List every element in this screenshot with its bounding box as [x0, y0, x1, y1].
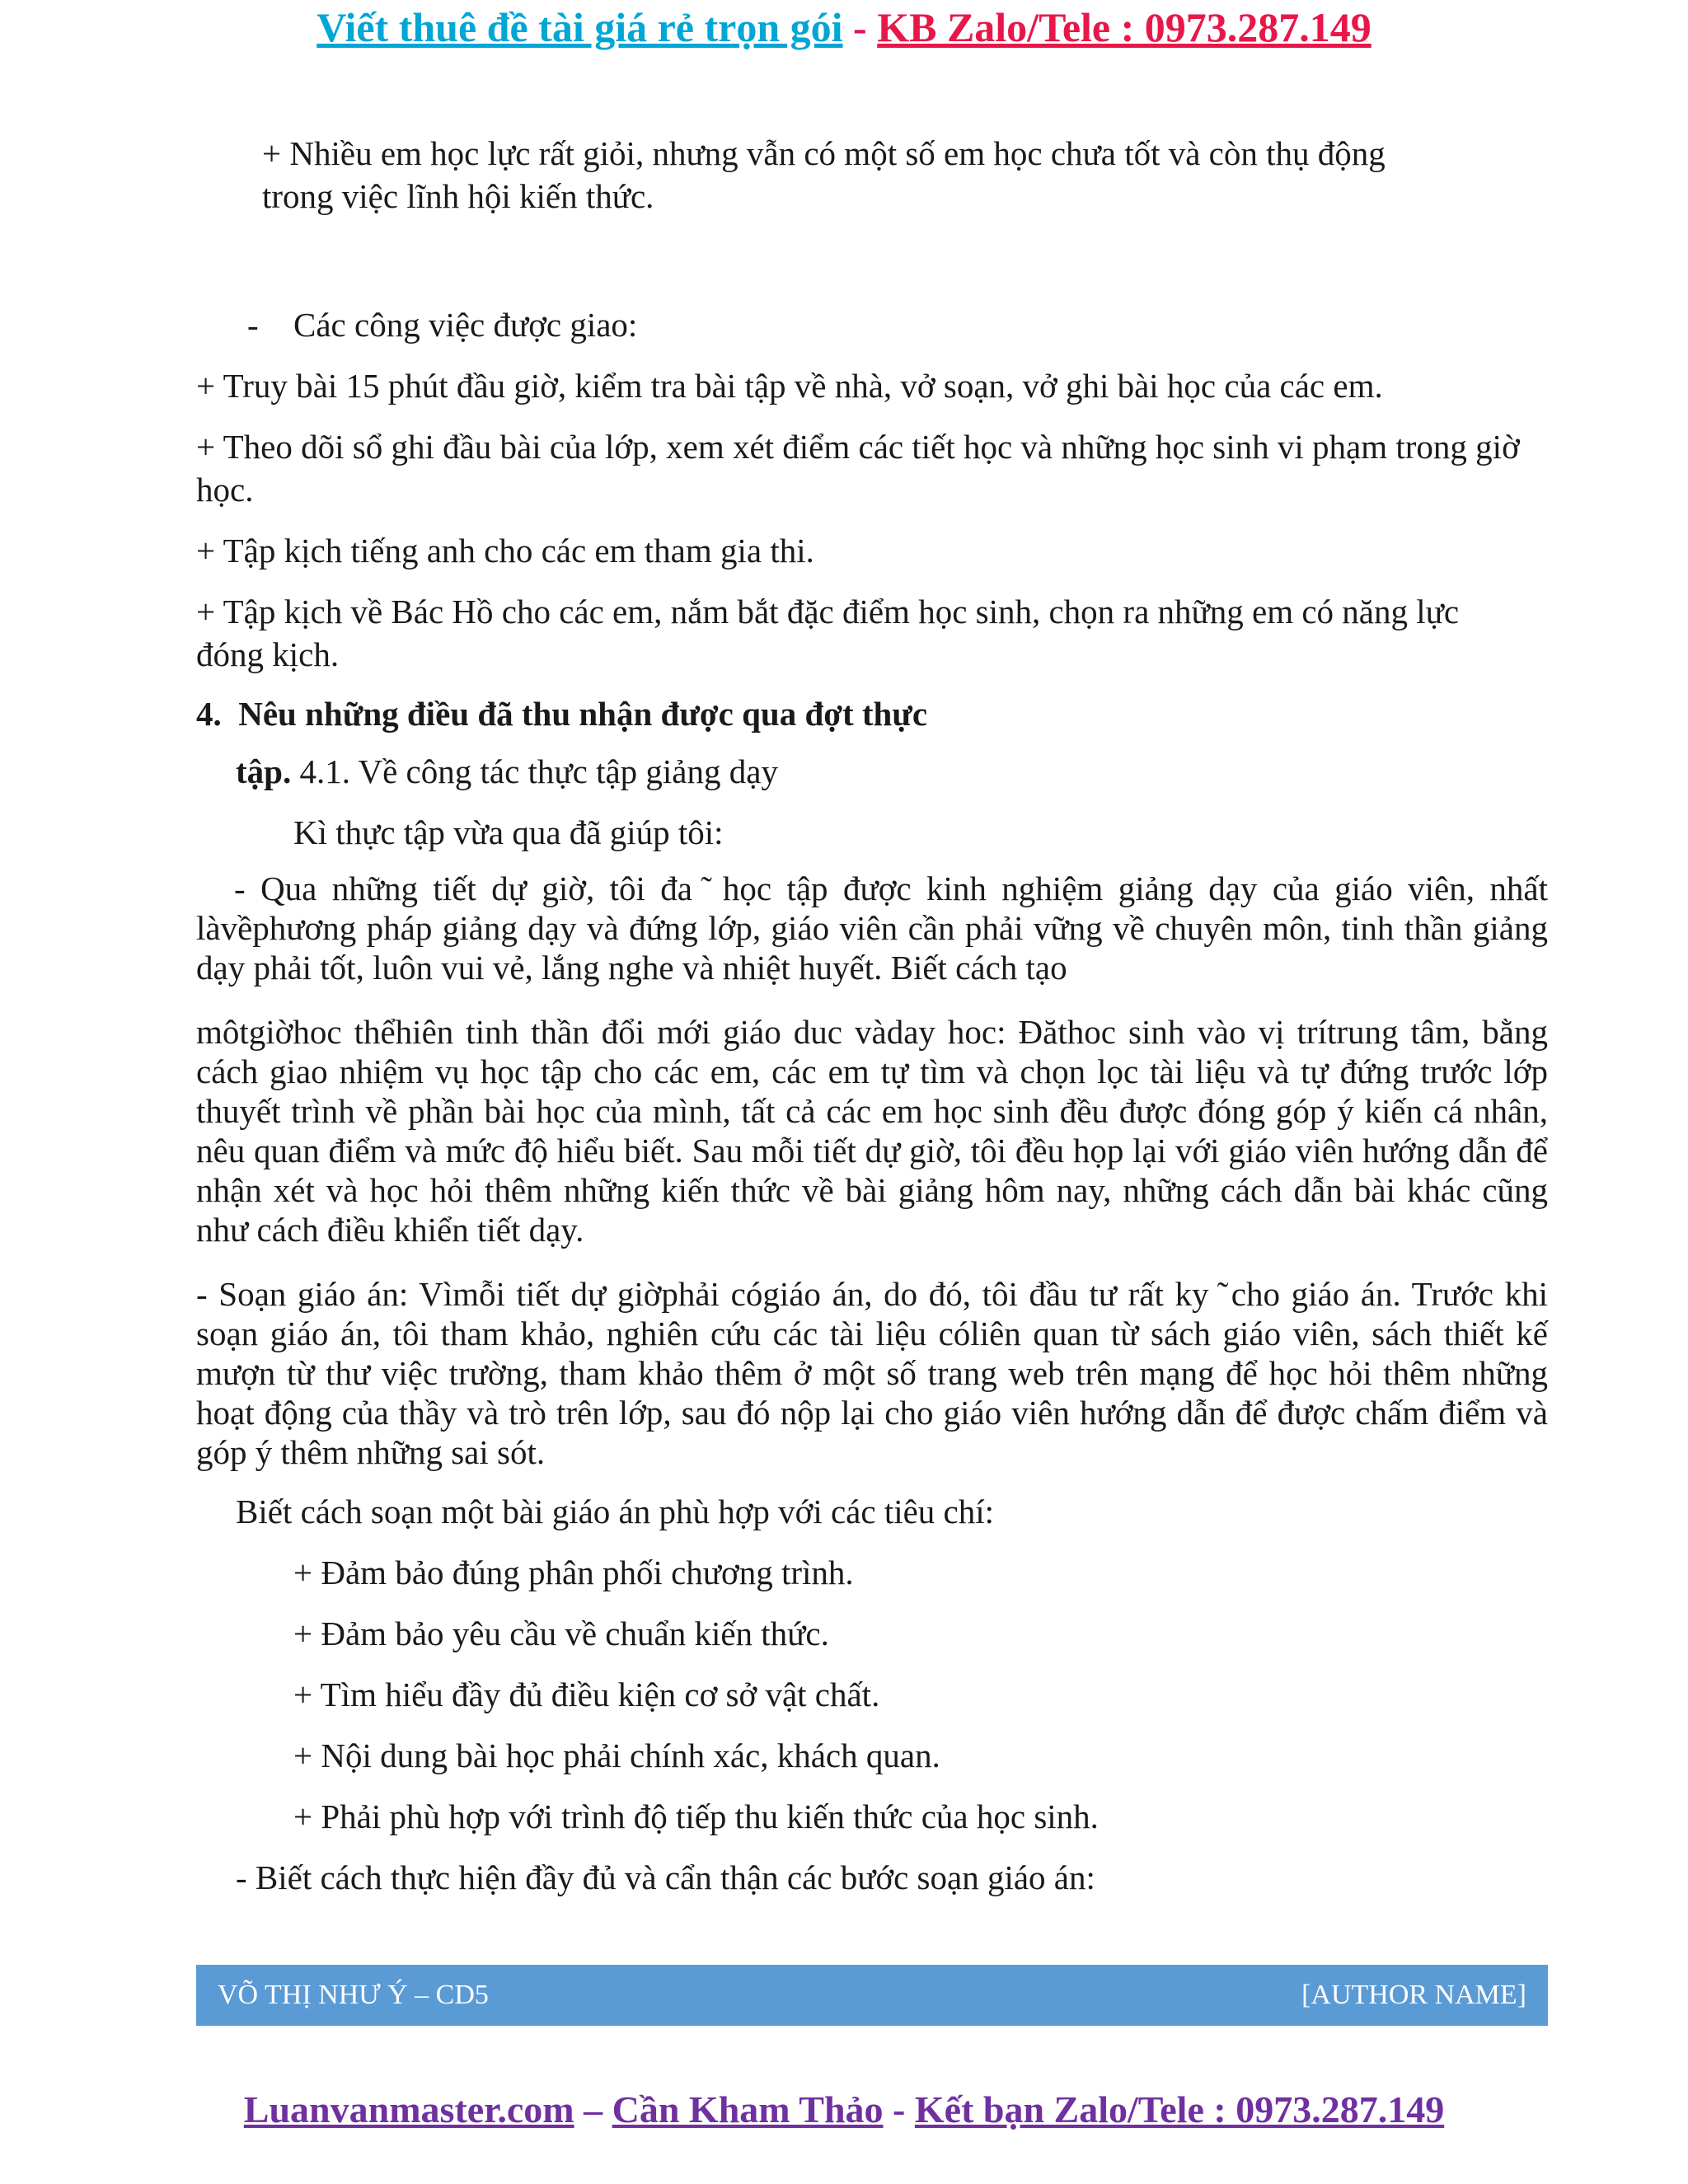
header-contact-link[interactable]: KB Zalo/Tele : 0973.287.149 [877, 4, 1372, 50]
bottom-dash: – [574, 2088, 612, 2130]
section-subheading [236, 750, 1548, 793]
paragraph: Biết cách soạn một bài giáo án phù hợp với các tiêu chí: [236, 1493, 995, 1530]
footer-author: VÕ THỊ NHƯ Ý – CD5 [218, 1980, 489, 2010]
list-item-dash [247, 303, 1548, 346]
criteria-item: + Đảm bảo đúng phân phối chương trình. [293, 1554, 854, 1591]
paragraph: + Theo dõi sổ ghi đầu bài của lớp, xem xét điểm các tiết học và những học sinh vi phạm trong giờ học. [196, 428, 1520, 509]
contact-link[interactable]: Kết bạn Zalo/Tele : 0973.287.149 [914, 2088, 1445, 2130]
header-service-link[interactable]: Viết thuê đề tài giá rẻ trọn gói [316, 4, 843, 50]
document-body [196, 132, 1548, 1899]
paragraph: + Truy bài 15 phút đầu giờ, kiểm tra bài tập về nhà, vở soạn, vở ghi bài học của các em. [196, 367, 1383, 405]
paragraph-text: Các công việc được giao: [293, 306, 638, 344]
author-link[interactable]: Cần Kham Thảo [612, 2088, 884, 2130]
top-banner [0, 2, 1688, 53]
dash-marker: - [247, 306, 259, 344]
footer-author-placeholder: [AUTHOR NAME] [1301, 1980, 1526, 2010]
paragraph: - Qua những tiết dự giờ, tôi đa ̃ học tập được kinh nghiệm giảng dạy của giáo viên, nhất làvềphương pháp giảng dạy và đứng lớp, giáo viên cần phải vững về chuyên môn, tinh thần giảng dạy phải tốt, luôn vui vẻ, lắng nghe và nhiệt huyết. Biết cách tạo [196, 869, 1548, 987]
heading-bold-part: tập. [236, 752, 292, 790]
paragraph: - Biết cách thực hiện đầy đủ và cẩn thận các bước soạn giáo án: [236, 1858, 1095, 1896]
page-footer-bar [196, 1965, 1548, 2026]
site-link[interactable]: Luanvanmaster.com [243, 2088, 574, 2130]
bottom-separator: - [883, 2088, 915, 2130]
paragraph: + Tập kịch về Bác Hồ cho các em, nắm bắt đặc điểm học sinh, chọn ra những em có năng lực đóng kịch. [196, 593, 1460, 673]
criteria-item: + Phải phù hợp với trình độ tiếp thu kiến thức của học sinh. [293, 1797, 1099, 1835]
header-separator: - [842, 4, 878, 50]
criteria-item: + Nội dung bài học phải chính xác, khách quan. [293, 1736, 940, 1774]
heading-rest: 4.1. Về công tác thực tập giảng dạy [291, 752, 778, 790]
paragraph: - Soạn giáo án: Vìmỗi tiết dự giờphải cógiáo án, do đó, tôi đầu tư rất ky ̃ cho giáo án. Trước khi soạn giáo án, tôi tham khảo, nghiên cứu các tài liệu cóliên quan từ sách giáo viên, sách thiết kế mượn từ thư việc trường, tham khảo thêm ở một số trang web trên mạng để học hỏi thêm những hoạt động của thầy và trò trên lớp, sau đó nộp lại cho giáo viên hướng dẫn để được chấm điểm và góp ý thêm những sai sót. [196, 1275, 1548, 1471]
paragraph: + Nhiều em học lực rất giỏi, nhưng vẫn có một số em học chưa tốt và còn thụ động trong việc lĩnh hội kiến thức. [262, 134, 1386, 215]
criteria-item: + Tìm hiểu đầy đủ điều kiện cơ sở vật chất. [293, 1675, 880, 1713]
paragraph: Kì thực tập vừa qua đã giúp tôi: [293, 813, 724, 851]
criteria-item: + Đảm bảo yêu cầu về chuẩn kiến thức. [293, 1615, 829, 1652]
bottom-banner [0, 2085, 1688, 2135]
paragraph: môtgiờhoc thểhiên tinh thần đổi mới giáo duc vàday hoc: Đăthoc sinh vào vị trítrung tâm, bằng cách giao nhiệm vụ học tập cho các em, các em tự tìm và chọn lọc tài liệu và tự đứng trước lớp thuyết trình về phần bài học của mình, tất cả các em học sinh đều được đóng góp ý kiến cá nhân, nêu quan điểm và mức độ hiểu biết. Sau mỗi tiết dự giờ, tôi đều họp lại với giáo viên hướng dẫn để nhận xét và học hỏi thêm những kiến thức về bài giảng hôm nay, những cách dẫn bài khác cũng như cách điều khiển tiết dạy. [196, 1013, 1548, 1249]
paragraph: + Tập kịch tiếng anh cho các em tham gia thi. [196, 532, 814, 569]
section-heading: 4. Nêu những điều đã thu nhận được qua đợt thực [196, 695, 928, 733]
